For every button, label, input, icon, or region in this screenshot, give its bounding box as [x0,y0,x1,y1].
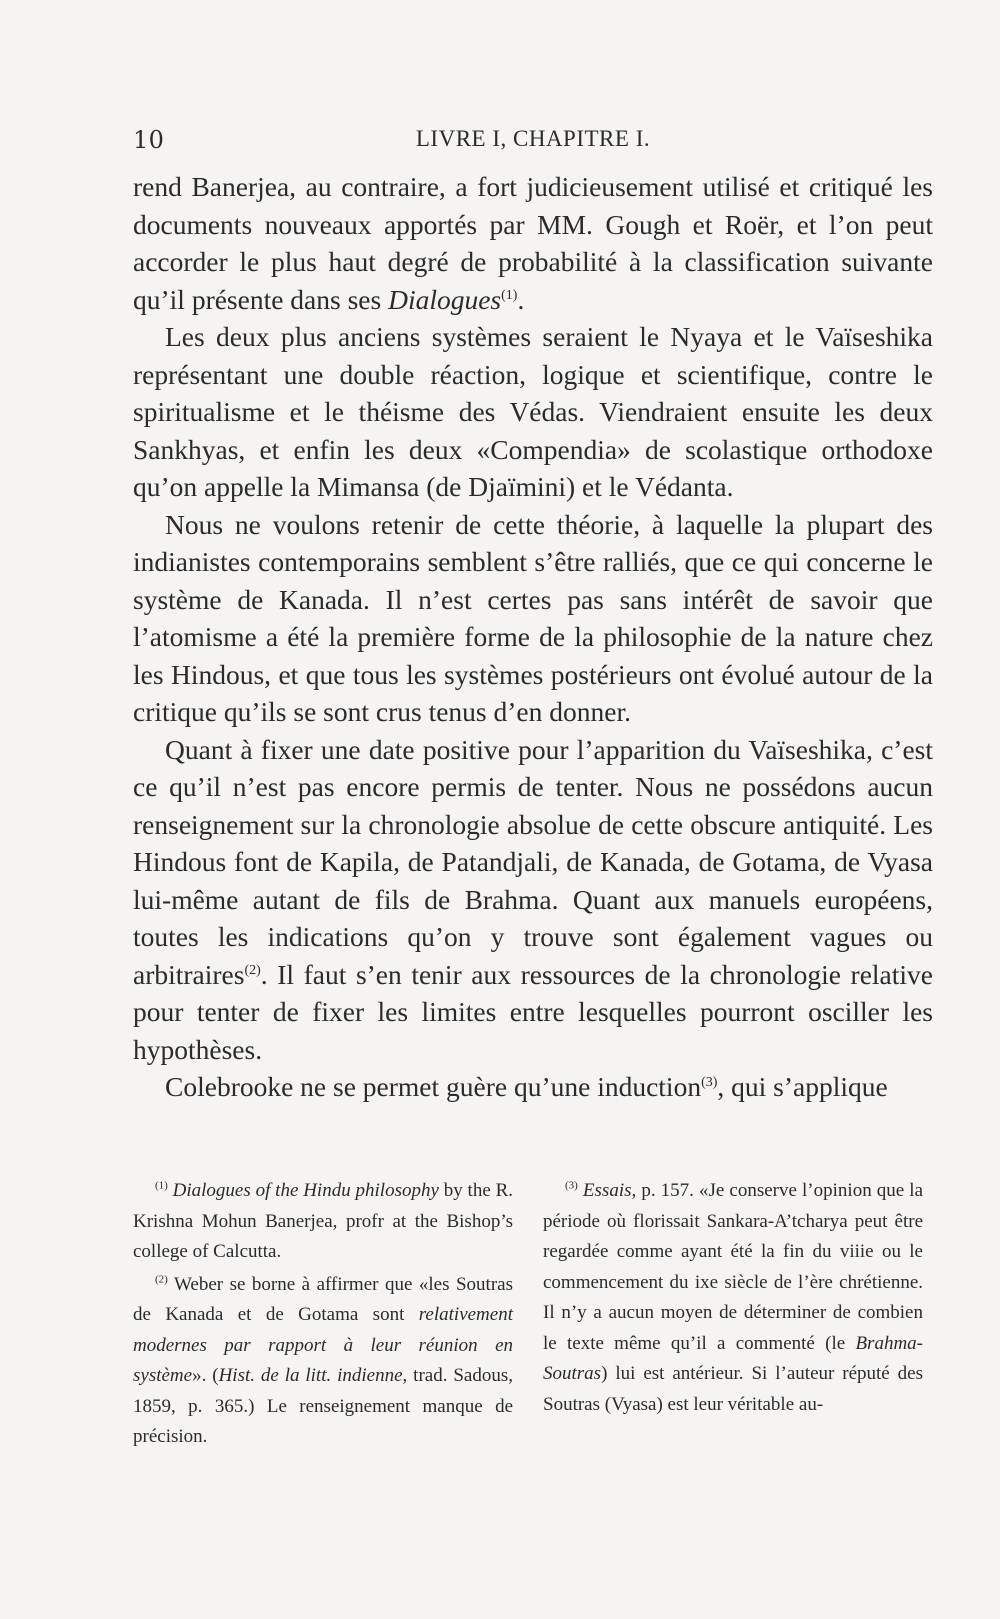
paragraph-3: Nous ne voulons retenir de cette théorie, à laquelle la plupart des indianistes contemporains semblent s’être ralliés, que ce qui concerne le système de Kanada. Il n’est certes pas sans intérêt de savoir que l’atomisme a été la première forme de la philosophie de la nature chez les Hindous, et que tous les systèmes postérieurs ont évolué autour de la critique qu’ils se sont crus tenus d’en donner. [133,508,933,727]
footnote-ref-1: (1) [501,287,518,303]
footnote-3: $^{(3)}$ Essais, p. 157. «Je conserve l’opinion que la période où florissait Sankara-A’tcharya peut être regardée comme ayant été la fin du viiie ou le commencement du ixe siècle de l’ère chrétienne. Il n’y a aucun moyen de déterminer de combien le texte même qu’il a commenté (le Brahma-Soutras) lui est antérieur. Si l’auteur réputé des Soutras (Vyasa) est leur véritable au- [543,1179,924,1415]
page-header [133,126,933,166]
footnote-ref-3: (3) [701,1074,718,1090]
footnotes-left-column [133,1176,513,1455]
paragraph-1: rend Banerjea, au contraire, a fort judicieusement utilisé et critiqué les documents nouveaux apportés par MM. Gough et Roër, et l’on peut accorder le plus haut degré de probabilité à la classification suivante qu’il présente dans ses Dialogues$^{(1)}$. [133,171,933,315]
dialogues-title: Dialogues [388,283,502,315]
footnotes-right-column [543,1176,923,1422]
paragraph-4: Quant à fixer une date positive pour l’apparition du Vaïseshika, c’est ce qu’il n’est pas encore permis de tenter. Nous ne possédons aucun renseignement sur la chronologie absolue de cette obscure antiquité. Les Hindous font de Kapila, de Patandjali, de Kanada, de Gotama, de Vyasa lui-même autant de fils de Brahma. Quant aux manuels européens, toutes les indications qu’on y trouve sont également vagues ou arbitraires$^{(2)}$. Il faut s’en tenir aux ressources de la chronologie relative pour tenter de fixer les limites entre lesquelles pourront osciller les hypothèses. [133,733,933,1065]
paragraph-5: Colebrooke ne se permet guère qu’une induction$^{(3)}$, qui s’applique [165,1071,888,1102]
main-text [133,168,933,1106]
paragraph-2: Les deux plus anciens systèmes seraient le Nyaya et le Vaïseshika représentant une double réaction, logique et scientifique, contre le spiritualisme et le théisme des Védas. Viendraient ensuite les deux Sankhyas, et enfin les deux «Compendia» de scolastique orthodoxe qu’on appelle la Mimansa (de Djaïmini) et le Védanta. [133,321,933,502]
footnote-1: $^{(1)}$ Dialogues of the Hindu philosophy by the R. Krishna Mohun Banerjea, profr at the Bishop’s college of Calcutta. [133,1179,514,1262]
footnote-ref-2: (2) [244,962,261,978]
page-number: 10 [133,126,165,154]
footnote-2: $^{(2)}$ Weber se borne à affirmer que «les Soutras de Kanada et de Gotama sont relativement modernes par rapport à leur réunion en système». (Hist. de la litt. indienne, trad. Sadous, 1859, p. 365.) Le renseignement manque de précision. [133,1273,513,1447]
running-head: LIVRE I, CHAPITRE I. [415,126,651,151]
